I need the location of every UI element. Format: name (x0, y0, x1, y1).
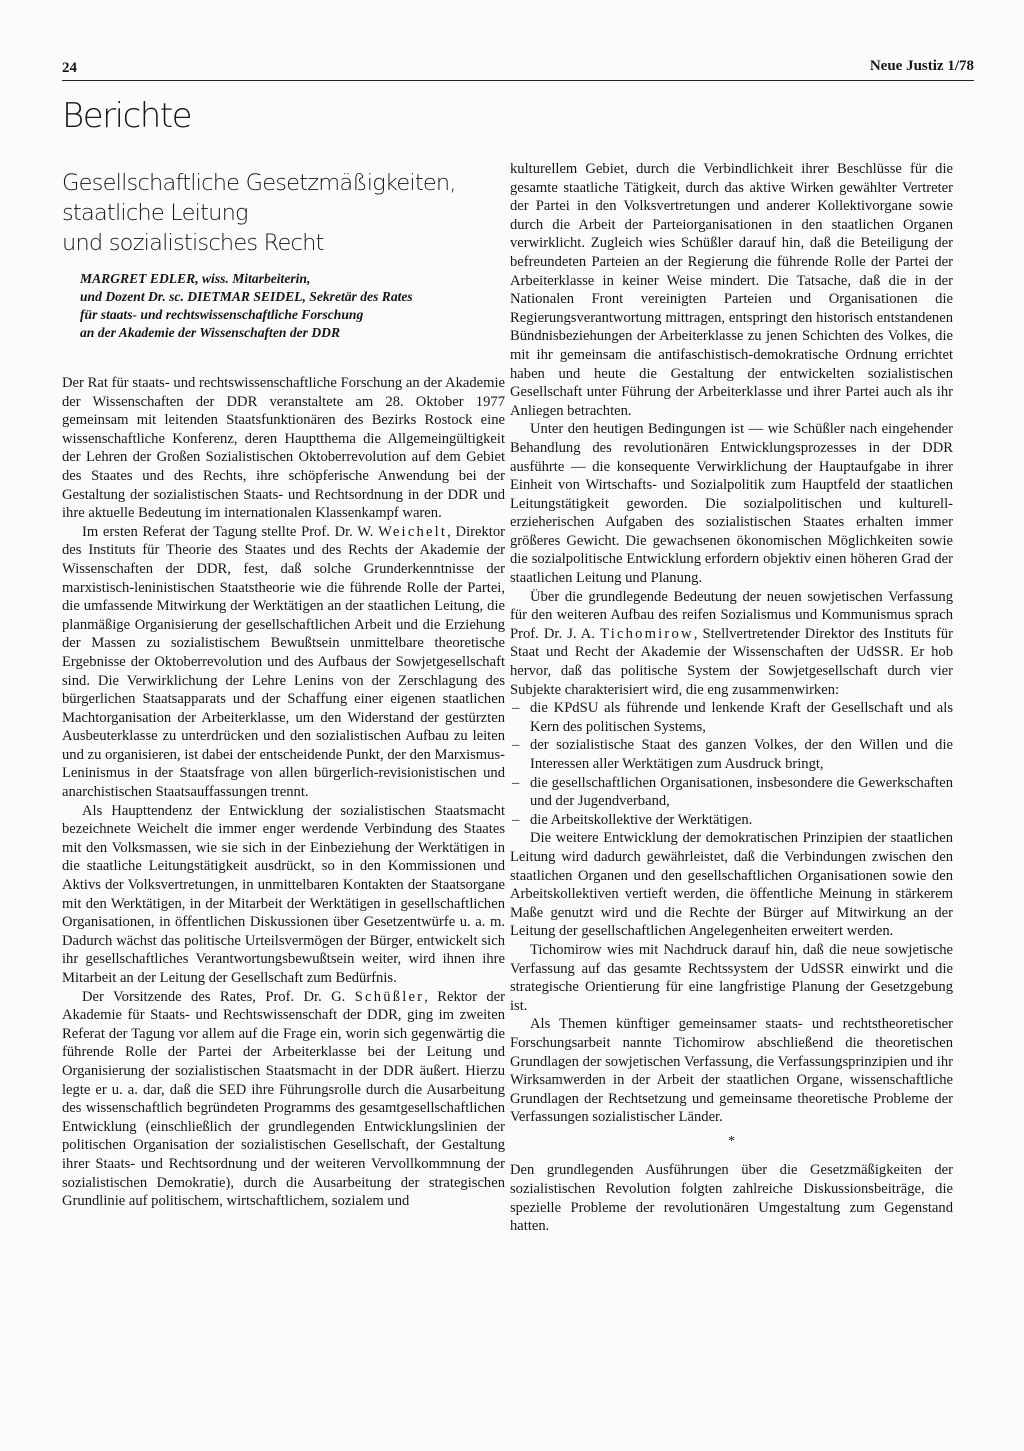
spaced-name: Tichomirow (600, 625, 694, 642)
body-paragraph: Als Haupttendenz der Entwicklung der sozialistischen Staatsmacht bezeichnete Weichelt die immer enger werdende Verbindung des Staates mit den Volksmassen, wie sie sich in der Einbeziehung der Werktätigen in die staatliche Leitungstätigkeit ausdrückt, so in den Kommissionen und Aktivs der Volksvertretungen, in unmittelbaren Kontakten der Staatsorgane mit den Werktätigen, in der Mitarbeit der Werktätigen in gesellschaftlichen Organisationen, in öffentlichen Diskussionen über Gesetzentwürfe u. a. m. Dadurch wächst das politische Urteilsvermögen der Bürger, entwickelt sich ihr gesellschaftliches Verantwortungsbewußtsein weiter, wird ihnen ihre Mitarbeit an der Leitung der Gesellschaft zum Bedürfnis. (62, 802, 505, 986)
body-paragraph (510, 588, 953, 700)
author-line: MARGRET EDLER, wiss. Mitarbeiterin, (80, 271, 311, 286)
spaced-name: Weichelt (378, 523, 448, 540)
title-line: Gesellschaftliche Gesetzmäßigkeiten, (62, 170, 456, 196)
right-column (510, 160, 953, 1236)
list-item: – die gesellschaftlichen Organisationen, insbesondere die Gewerkschaften und der Jugendverband, (510, 774, 953, 811)
list-item: – die KPdSU als führende und lenkende Kraft der Gesellschaft und als Kern des politischen Systems, (510, 699, 953, 736)
list-item: – der sozialistische Staat des ganzen Volkes, der den Willen und die Interessen aller Werktätigen zum Ausdruck bringt, (510, 736, 953, 773)
body-paragraph: Tichomirow wies mit Nachdruck darauf hin, daß die neue sowjetische Verfassung auf das gesamte Rechtssystem der UdSSR einwirkt und die strategische Orientierung für eine langfristige Planung der Gesetzgebung ist. (510, 941, 953, 1014)
title-line: und sozialistisches Recht (62, 230, 324, 256)
text-run: Über die grundlegende Bedeutung der neuen sowjetischen Verfassung für den weiteren Aufbau des reifen Sozialismus und Kommunismus sprach Prof. Dr. J. A. (510, 588, 953, 642)
text-run: Der Vorsitzende des Rates, Prof. Dr. G. (82, 988, 346, 1005)
section-separator: * (728, 1133, 735, 1149)
author-line: und Dozent Dr. sc. DIETMAR SEIDEL, Sekretär des Rates (80, 289, 413, 304)
page-number: 24 (62, 60, 77, 76)
article-title (62, 168, 502, 258)
body-paragraph: Der Rat für staats- und rechtswissenschaftliche Forschung an der Akademie der Wissenschaften der DDR veranstaltete am 28. Oktober 1977 gemeinsam mit leitenden Staatsfunktionären des Bezirks Rostock eine wissenschaftliche Konferenz, deren Hauptthema die Allgemeingültigkeit der Lehren der Großen Sozialistischen Oktoberrevolution auf dem Gebiet des Staates und des Rechts, ihre schöpferische Anwendung bei der Gestaltung der sozialistischen Staats- und Rechtsordnung in der DDR und ihre aktuelle Bedeutung im internationalen Klassenkampf waren. (62, 375, 505, 522)
left-column (62, 374, 505, 1211)
body-paragraph: Die weitere Entwicklung der demokratischen Prinzipien der staatlichen Leitung wird dadurch gewährleistet, daß die Verbindungen zwischen den staatlichen Organen und den gesellschaftlichen Organisationen sowie den Arbeitskollektiven vertieft werden, die öffentliche Meinung in stärkerem Maße genutzt wird und die Rechte der Bürger auf Mitwirkung an der Leitung der gesellschaftlichen Angelegenheiten erweitert werden. (510, 830, 953, 940)
body-paragraph: Den grundlegenden Ausführungen über die Gesetzmäßigkeiten der sozialistischen Revolution folgten zahlreiche Diskussionsbeiträge, die spezielle Probleme der revolutionären Umgestaltung zum Gegenstand hatten. (510, 1162, 953, 1235)
author-line: für staats- und rechtswissenschaftliche Forschung (80, 307, 364, 322)
text-run: , Stellvertretender Direktor des Instituts für Staat und Recht der Akademie der Wissenschaften der UdSSR. Er hob hervor, daß das politische System der Sowjetgesellschaft durch vier Subjekte charakterisiert wird, die eng zusammenwirken: (510, 625, 953, 698)
body-paragraph: Unter den heutigen Bedingungen ist — wie Schüßler nach eingehender Behandlung des revolutionären Entwicklungsprozesses in der DDR ausführte — die konsequente Verwirklichung der Hauptaufgabe in ihrer Einheit von Wirtschafts- und Sozialpolitik zum Hauptfeld der staatlichen Leitungstätigkeit geworden. Die sozialpolitischen und kulturell-erzieherischen Aufgaben des sozialistischen Staates erhalten immer größeres Gewicht. Die gewachsenen ökonomischen Möglichkeiten sowie die sozialpolitische Entwicklung erfordern objektiv einen höheren Grad der staatlichen Leitung und Planung. (510, 421, 953, 587)
header-rule (62, 80, 974, 81)
body-paragraph (62, 988, 505, 1211)
list-item: – die Arbeitskollektive der Werktätigen. (510, 811, 953, 830)
journal-issue: Neue Justiz 1/78 (869, 58, 974, 74)
dash-list (510, 699, 953, 829)
section-title: Berichte (62, 96, 192, 136)
text-run: , Direktor des Instituts für Theorie des Staates und des Rechts der Akademie der Wissenschaften der DDR, fest, daß solche Grunderkenntnisse der marxistisch-leninistischen Staatstheorie wie die führende Rolle der Partei, die umfassende Mitwirkung der Werktätigen an der staatlichen Leitung, die planmäßige Organisierung der gesellschaftlichen Arbeit und die Erziehung der Massen zu sozialistischem Bewußtsein unmittelbare theoretische Ergebnisse der Oktoberrevolution und des Aufbaus der Sowjetgesellschaft sind. Die Verwirklichung der Lehre Lenins von der Zerschlagung des bürgerlichen Staatsapparats und der Schaffung einer eigenen staatlichen Machtorganisation der Arbeiterklasse, um den Widerstand der gestürzten Ausbeuterklasse zu unterdrücken und den sozialistischen Aufbau zu leiten und zu organisieren, ist dabei der entscheidende Punkt, der den Marxismus-Leninismus in der Staatsfrage von allen bürgerlich-revisionistischen und anarchistischen Staatsauffassungen trennt. (62, 523, 505, 801)
title-line: staatliche Leitung (62, 200, 248, 226)
author-line: an der Akademie der Wissenschaften der DDR (80, 325, 341, 340)
spaced-name: Schüßler (354, 988, 425, 1005)
body-paragraph: kulturellem Gebiet, durch die Verbindlichkeit ihrer Beschlüsse für die gesamte staatliche Tätigkeit, durch das aktive Wirken gewählter Vertreter der Partei in den Volksvertretungen und anderer Kollektivorgane sowie durch die Arbeit der Parteiorganisationen in den staatlichen Organen verwirklicht. Zugleich wies Schüßler darauf hin, daß die Beteiligung der befreundeten Parteien an der Regierung die führende Rolle der Partei der Arbeiterklasse in keiner Weise mindert. Die Tatsache, daß die in der Nationalen Front vereinigten Parteien und Organisationen die Regierungsverantwortung mittragen, entspringt den historisch entstandenen Bündnisbeziehungen der Arbeiterklasse zu jenen Schichten des Volkes, die mit ihr gemeinsam die antifaschistisch-demokratische Ordnung errichtet haben und heute die Gestaltung der entwickelten sozialistischen Gesellschaft unter Führung der Arbeiterklasse und ihrer Partei auch als ihr Anliegen betrachten. (510, 161, 953, 419)
body-paragraph (62, 523, 505, 802)
author-byline (80, 270, 480, 342)
body-paragraph: Als Themen künftiger gemeinsamer staats- und rechtstheoretischer Forschungsarbeit nannte Tichomirow abschließend die theoretischen Grundlagen der sowjetischen Verfassung, die Verfassungsprinzipien und ihr Wirksamwerden in der Arbeit der staatlichen Organe, wissenschaftliche Grundlagen der Rechtsetzung und gemeinsame theoretische Probleme der Verfassungen sozialistischer Länder. (510, 1016, 953, 1126)
text-run: Im ersten Referat der Tagung stellte Prof. Dr. W. (82, 523, 374, 540)
text-run: , Rektor der Akademie für Staats- und Rechtswissenschaft der DDR, ging im zweiten Referat der Tagung vor allem auf die Frage ein, worin sich gegenwärtig die führende Rolle der Partei der Arbeiterklasse bei der Leitung und Organisierung der sozialistischen Staatsmacht in der DDR äußert. Hierzu legte er u. a. dar, daß die SED ihre Führungsrolle durch die Ausarbeitung des wissenschaftlich begründeten Programms des gesamtgesellschaftlichen Entwicklung (einschließlich der grundlegenden Entwicklungslinien der politischen Organisation der sozialistischen Gesellschaft, der Gestaltung ihrer Staats- und Rechtsordnung und der weiteren Vervollkommnung der sozialistischen Demokratie), durch die Ausarbeitung der strategischen Grundlinie auf politischem, wirtschaftlichem, sozialem und (62, 988, 505, 1210)
